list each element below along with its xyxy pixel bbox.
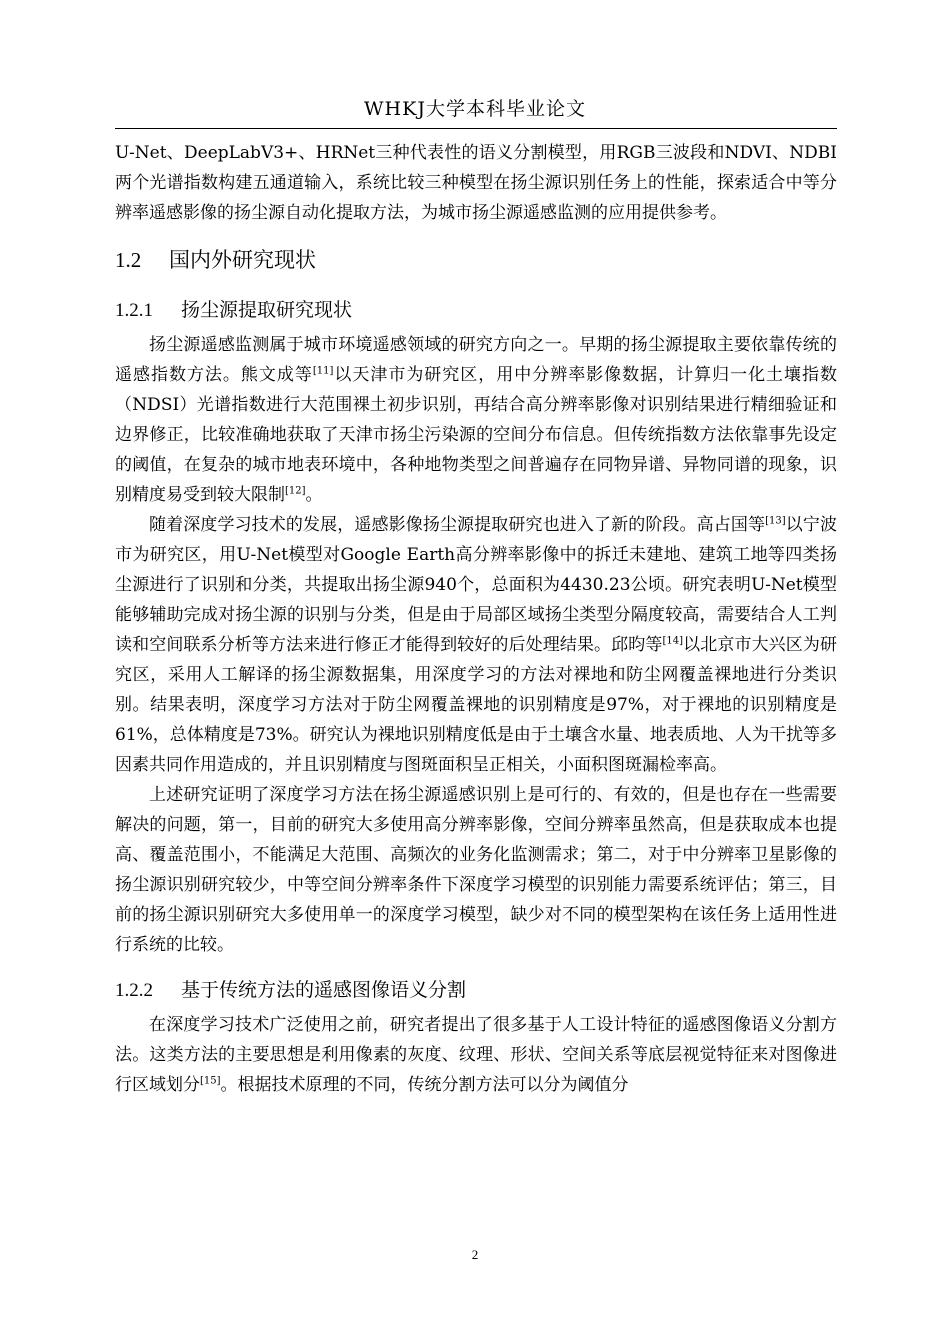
paragraph-text: 。根据技术原理的不同，传统分割方法可以分为阈值分 <box>220 1075 629 1095</box>
section-number: 1.2 <box>115 248 142 272</box>
paragraph-text: 以宁波市为研究区，用U-Net模型对Google Earth高分辨率影像中的拆迁未建地、建筑工地等四类扬尘源进行了识别和分类，共提取出扬尘源940个，总面积为4430.23公顷。研究表明U-Net模型能够辅助完成对扬尘源的识别与分类，但是由于局部区域扬尘类型分隔度较高，需要结合人工判读和空间联系分析等方法来进行修正才能得到较好的后处理结果。邱昀等 <box>115 515 838 655</box>
header-divider <box>115 128 837 129</box>
citation-ref: [11] <box>312 365 334 377</box>
paragraph <box>115 510 837 780</box>
paragraph-text: 随着深度学习技术的发展，遥感影像扬尘源提取研究也进入了新的阶段。高占国等 <box>149 515 766 535</box>
paragraph <box>115 330 837 510</box>
paragraph <box>115 1010 837 1100</box>
intro-paragraph-tail: U-Net、DeepLabV3+、HRNet三种代表性的语义分割模型，用RGB三波段和NDVI、NDBI两个光谱指数构建五通道输入，系统比较三种模型在扬尘源识别任务上的性能，探索适合中等分辨率遥感影像的扬尘源自动化提取方法，为城市扬尘源遥感监测的应用提供参考。 <box>115 143 837 223</box>
paragraph: 上述研究证明了深度学习方法在扬尘源遥感识别上是可行的、有效的，但是也存在一些需要解决的问题，第一，目前的研究大多使用高分辨率影像，空间分辨率虽然高，但是获取成本也提高、覆盖范围小，不能满足大范围、高频次的业务化监测需求；第二，对于中分辨率卫星影像的扬尘源识别研究较少，中等空间分辨率条件下深度学习模型的识别能力需要系统评估；第三，目前的扬尘源识别研究大多使用单一的深度学习模型，缺少对不同的模型架构在该任务上适用性进行系统的比较。 <box>115 785 837 955</box>
section-title: 国内外研究现状 <box>169 248 316 272</box>
subsection-title: 基于传统方法的遥感图像语义分割 <box>181 979 467 1001</box>
citation-ref: [14] <box>662 635 684 647</box>
citation-ref: [13] <box>765 515 786 527</box>
body-text <box>115 135 837 1100</box>
paragraph-text: 在深度学习技术广泛使用之前，研究者提出了很多基于人工设计特征的遥感图像语义分割方法。这类方法的主要思想是利用像素的灰度、纹理、形状、空间关系等底层视觉特征来对图像进行区域划分 <box>115 1015 837 1095</box>
citation-ref: [12] <box>285 485 306 497</box>
subsection-number: 1.2.2 <box>115 980 153 1001</box>
running-header: WHKJ大学本科毕业论文 <box>364 98 586 120</box>
citation-ref: [15] <box>200 1075 221 1087</box>
paragraph-text: 以天津市为研究区，用中分辨率影像数据，计算归一化土壤指数（NDSI）光谱指数进行大范围裸土初步识别，再结合高分辨率影像对识别结果进行精细验证和边界修正，比较准确地获取了天津市扬尘污染源的空间分布信息。但传统指数方法依靠事先设定的阈值，在复杂的城市地表环境中，各种地物类型之间普遍存在同物异谱、异物同谱的现象，识别精度易受到较大限制 <box>115 365 838 505</box>
subsection-number: 1.2.1 <box>115 300 153 321</box>
page-number: 2 <box>471 1247 479 1262</box>
section-heading-1-2 <box>115 242 837 278</box>
subsection-heading-1-2-1 <box>115 294 837 327</box>
subsection-title: 扬尘源提取研究现状 <box>181 299 353 321</box>
subsection-heading-1-2-2 <box>115 974 837 1007</box>
paragraph-text: 扬尘源遥感监测属于城市环境遥感领域的研究方向之一。早期的扬尘源提取主要依靠传统的遥感指数方法。熊文成等 <box>115 335 837 385</box>
paragraph-text: 以北京市大兴区为研究区，采用人工解译的扬尘源数据集，用深度学习的方法对裸地和防尘网覆盖裸地进行分类识别。结果表明，深度学习方法对于防尘网覆盖裸地的识别精度是97%，对于裸地的识别精度是61%，总体精度是73%。研究认为裸地识别精度低是由于土壤含水量、地表质地、人为干扰等多因素共同作用造成的，并且识别精度与图斑面积呈正相关，小面积图斑漏检率高。 <box>115 635 838 775</box>
paragraph-text: 。 <box>305 485 323 505</box>
